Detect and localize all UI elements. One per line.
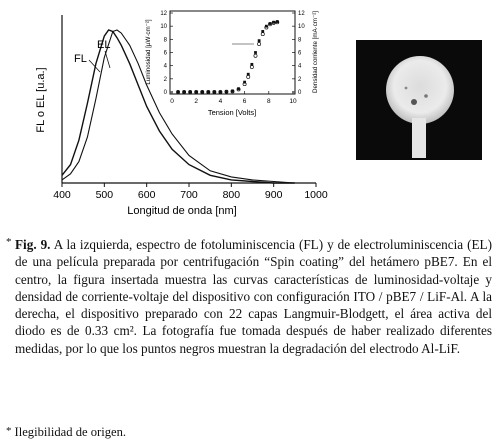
inset-x-tick-label: 8 <box>266 98 271 105</box>
degradation-spot <box>405 87 408 90</box>
device-photo-image <box>356 40 482 160</box>
main-y-axis-label: FL o EL [u.a.] <box>35 67 47 133</box>
inset-point-densidad <box>231 90 234 93</box>
inset-y-tick-label-right: 10 <box>298 24 305 31</box>
main-x-tick-label: 1000 <box>304 189 328 201</box>
device-photo <box>356 40 482 160</box>
inset-left-axis-label: Luminosidad [µW·cm⁻²] <box>145 19 152 85</box>
main-x-tick-label: 800 <box>222 189 241 201</box>
device-electrode-stem <box>412 118 426 158</box>
inset-point-luminosidad <box>247 75 250 78</box>
inset-right-axis-label: Densidad corriente [mA·cm⁻²] <box>312 10 319 94</box>
footnote-marker: * <box>6 425 12 437</box>
inset-y-tick-label-right: 2 <box>298 76 302 83</box>
main-x-axis-label: Longitud de onda [nm] <box>127 205 237 217</box>
inset-y-tick-label-left: 8 <box>163 37 167 44</box>
label-pointer-el <box>105 51 110 68</box>
inset-y-tick-label-right: 4 <box>298 63 302 70</box>
footnote-text: Ilegibilidad de origen. <box>14 425 127 439</box>
main-x-tick-label: 700 <box>180 189 198 201</box>
inset-point-densidad <box>258 39 261 42</box>
inset-point-densidad <box>269 22 272 25</box>
inset-point-densidad <box>237 87 240 90</box>
inset-y-tick-label-left: 10 <box>160 24 167 31</box>
inset-point-luminosidad <box>250 65 253 68</box>
main-x-tick-label: 500 <box>95 189 114 201</box>
inset-point-densidad <box>243 81 246 84</box>
inset-point-densidad <box>177 91 180 94</box>
inset-point-densidad <box>225 90 228 93</box>
inset-point-luminosidad <box>254 54 257 57</box>
inset-point-densidad <box>195 91 198 94</box>
degradation-spot <box>424 94 428 98</box>
inset-point-densidad <box>261 30 264 33</box>
inset-point-densidad <box>272 21 275 24</box>
inset-y-tick-label-left: 4 <box>163 63 167 70</box>
inset-point-luminosidad <box>258 42 261 45</box>
caption-marker: * <box>6 236 12 248</box>
inset-point-luminosidad <box>261 32 264 35</box>
series-label-fl: FL <box>74 53 87 65</box>
inset-point-densidad <box>213 91 216 94</box>
inset-point-densidad <box>189 91 192 94</box>
inset-point-densidad <box>201 91 204 94</box>
figure-caption <box>6 236 492 357</box>
series-label-el: EL <box>97 39 111 51</box>
inset-y-tick-label-right: 12 <box>298 11 305 17</box>
inset-y-tick-label-left: 12 <box>160 11 167 17</box>
inset-point-densidad <box>207 91 210 94</box>
inset-x-tick-label: 4 <box>218 98 223 105</box>
inset-point-densidad <box>276 20 279 23</box>
inset-y-tick-label-left: 6 <box>163 50 167 57</box>
inset-y-tick-label-left: 0 <box>163 90 167 96</box>
degradation-spot <box>411 99 417 105</box>
inset-x-axis-label: Tension [Volts] <box>207 108 257 117</box>
inset-point-densidad <box>254 51 257 54</box>
inset-x-tick-label: 0 <box>170 98 174 105</box>
spectrum-chart <box>0 0 345 225</box>
inset-y-tick-label-left: 2 <box>163 76 167 83</box>
inset-point-densidad <box>265 25 268 28</box>
inset-point-densidad <box>219 91 222 94</box>
inset-point-densidad <box>247 73 250 76</box>
device-electrode-disk <box>386 56 454 124</box>
inset-y-tick-label-right: 8 <box>298 37 302 44</box>
inset-x-tick-label: 6 <box>242 98 247 105</box>
inset-point-densidad <box>183 91 186 94</box>
inset-x-tick-label: 10 <box>289 98 297 105</box>
main-x-tick-label: 900 <box>264 189 283 201</box>
main-x-tick-label: 400 <box>53 189 71 201</box>
inset-y-tick-label-right: 0 <box>298 90 302 96</box>
main-x-tick-label: 600 <box>137 189 156 201</box>
caption-label: Fig. 9. <box>15 237 51 252</box>
inset-point-densidad <box>250 63 253 66</box>
caption-text: A la izquierda, espectro de fotoluminiscencia (FL) y de electroluminiscencia (EL) de una película preparada por centrifugación “Spin coating” del hetámero pBE7. En el centro, la figura insertada muestra las curvas características de luminosidad-voltaje y densidad de corriente-voltaje del dispositivo con configuración ITO / pBE7 / LiF-Al. A la derecha, el dispositivo preparado con 22 capas Langmuir-Blodgett, el área activa del diodo es de 0.33 cm². La fotografía fue tomada después de haber realizado diferentes medidas, por lo que los puntos negros muestran la degradación del electrodo Al-LiF. <box>15 237 492 356</box>
footnote <box>6 425 126 440</box>
inset-chart <box>145 11 319 117</box>
inset-y-tick-label-right: 6 <box>298 50 302 57</box>
inset-x-tick-label: 2 <box>194 98 199 105</box>
